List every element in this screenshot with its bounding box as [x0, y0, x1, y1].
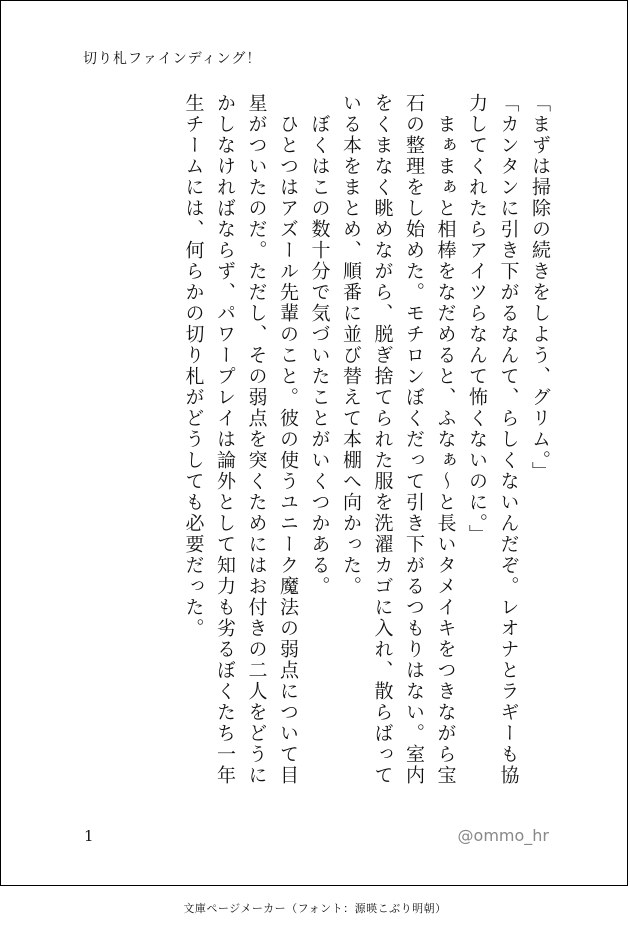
- footer-credit: 文庫ページメーカー（フォント：源暎こぶり明朝）: [183, 902, 447, 915]
- author-handle: @ommo_hr: [457, 826, 549, 845]
- paragraph-5: ひとつはアズール先輩のこと。彼の使うユニーク魔法の弱点について目星がついたのだ。ただし、その弱点を突くためにはお付きの二人をどうにかしなければならず、パワープレイは論外として知力も劣るぼくたち一年生チームには、何らかの切り札がどうしても必要だった。: [182, 93, 299, 786]
- paragraph-2: 「カンタンに引き下がるなんて、らしくないんだぞ。レオナとラギーも協力してくれたらアイツらなんて怖くないのに。」: [466, 93, 520, 786]
- page-number: 1: [84, 827, 94, 845]
- body-text: [85, 93, 555, 793]
- paragraph-4: ぼくはこの数十分で気づいたことがいくつかある。: [308, 93, 331, 597]
- book-title: 切り札ファインディング！: [83, 51, 262, 67]
- paragraph-1: 「まずは掃除の続きをしよう、グリム。」: [529, 93, 551, 483]
- paragraph-3: まぁまぁと相棒をなだめると、ふなぁ〜と長いタメイキをつきながら宝石の整理をし始めた。モチロンぼくだって引き下がるつもりはない。室内をくまなく眺めながら、脱ぎ捨てられた服を洗濯カゴに入れ、散らばっている本をまとめ、順番に並び替えて本棚へ向かった。: [340, 93, 457, 786]
